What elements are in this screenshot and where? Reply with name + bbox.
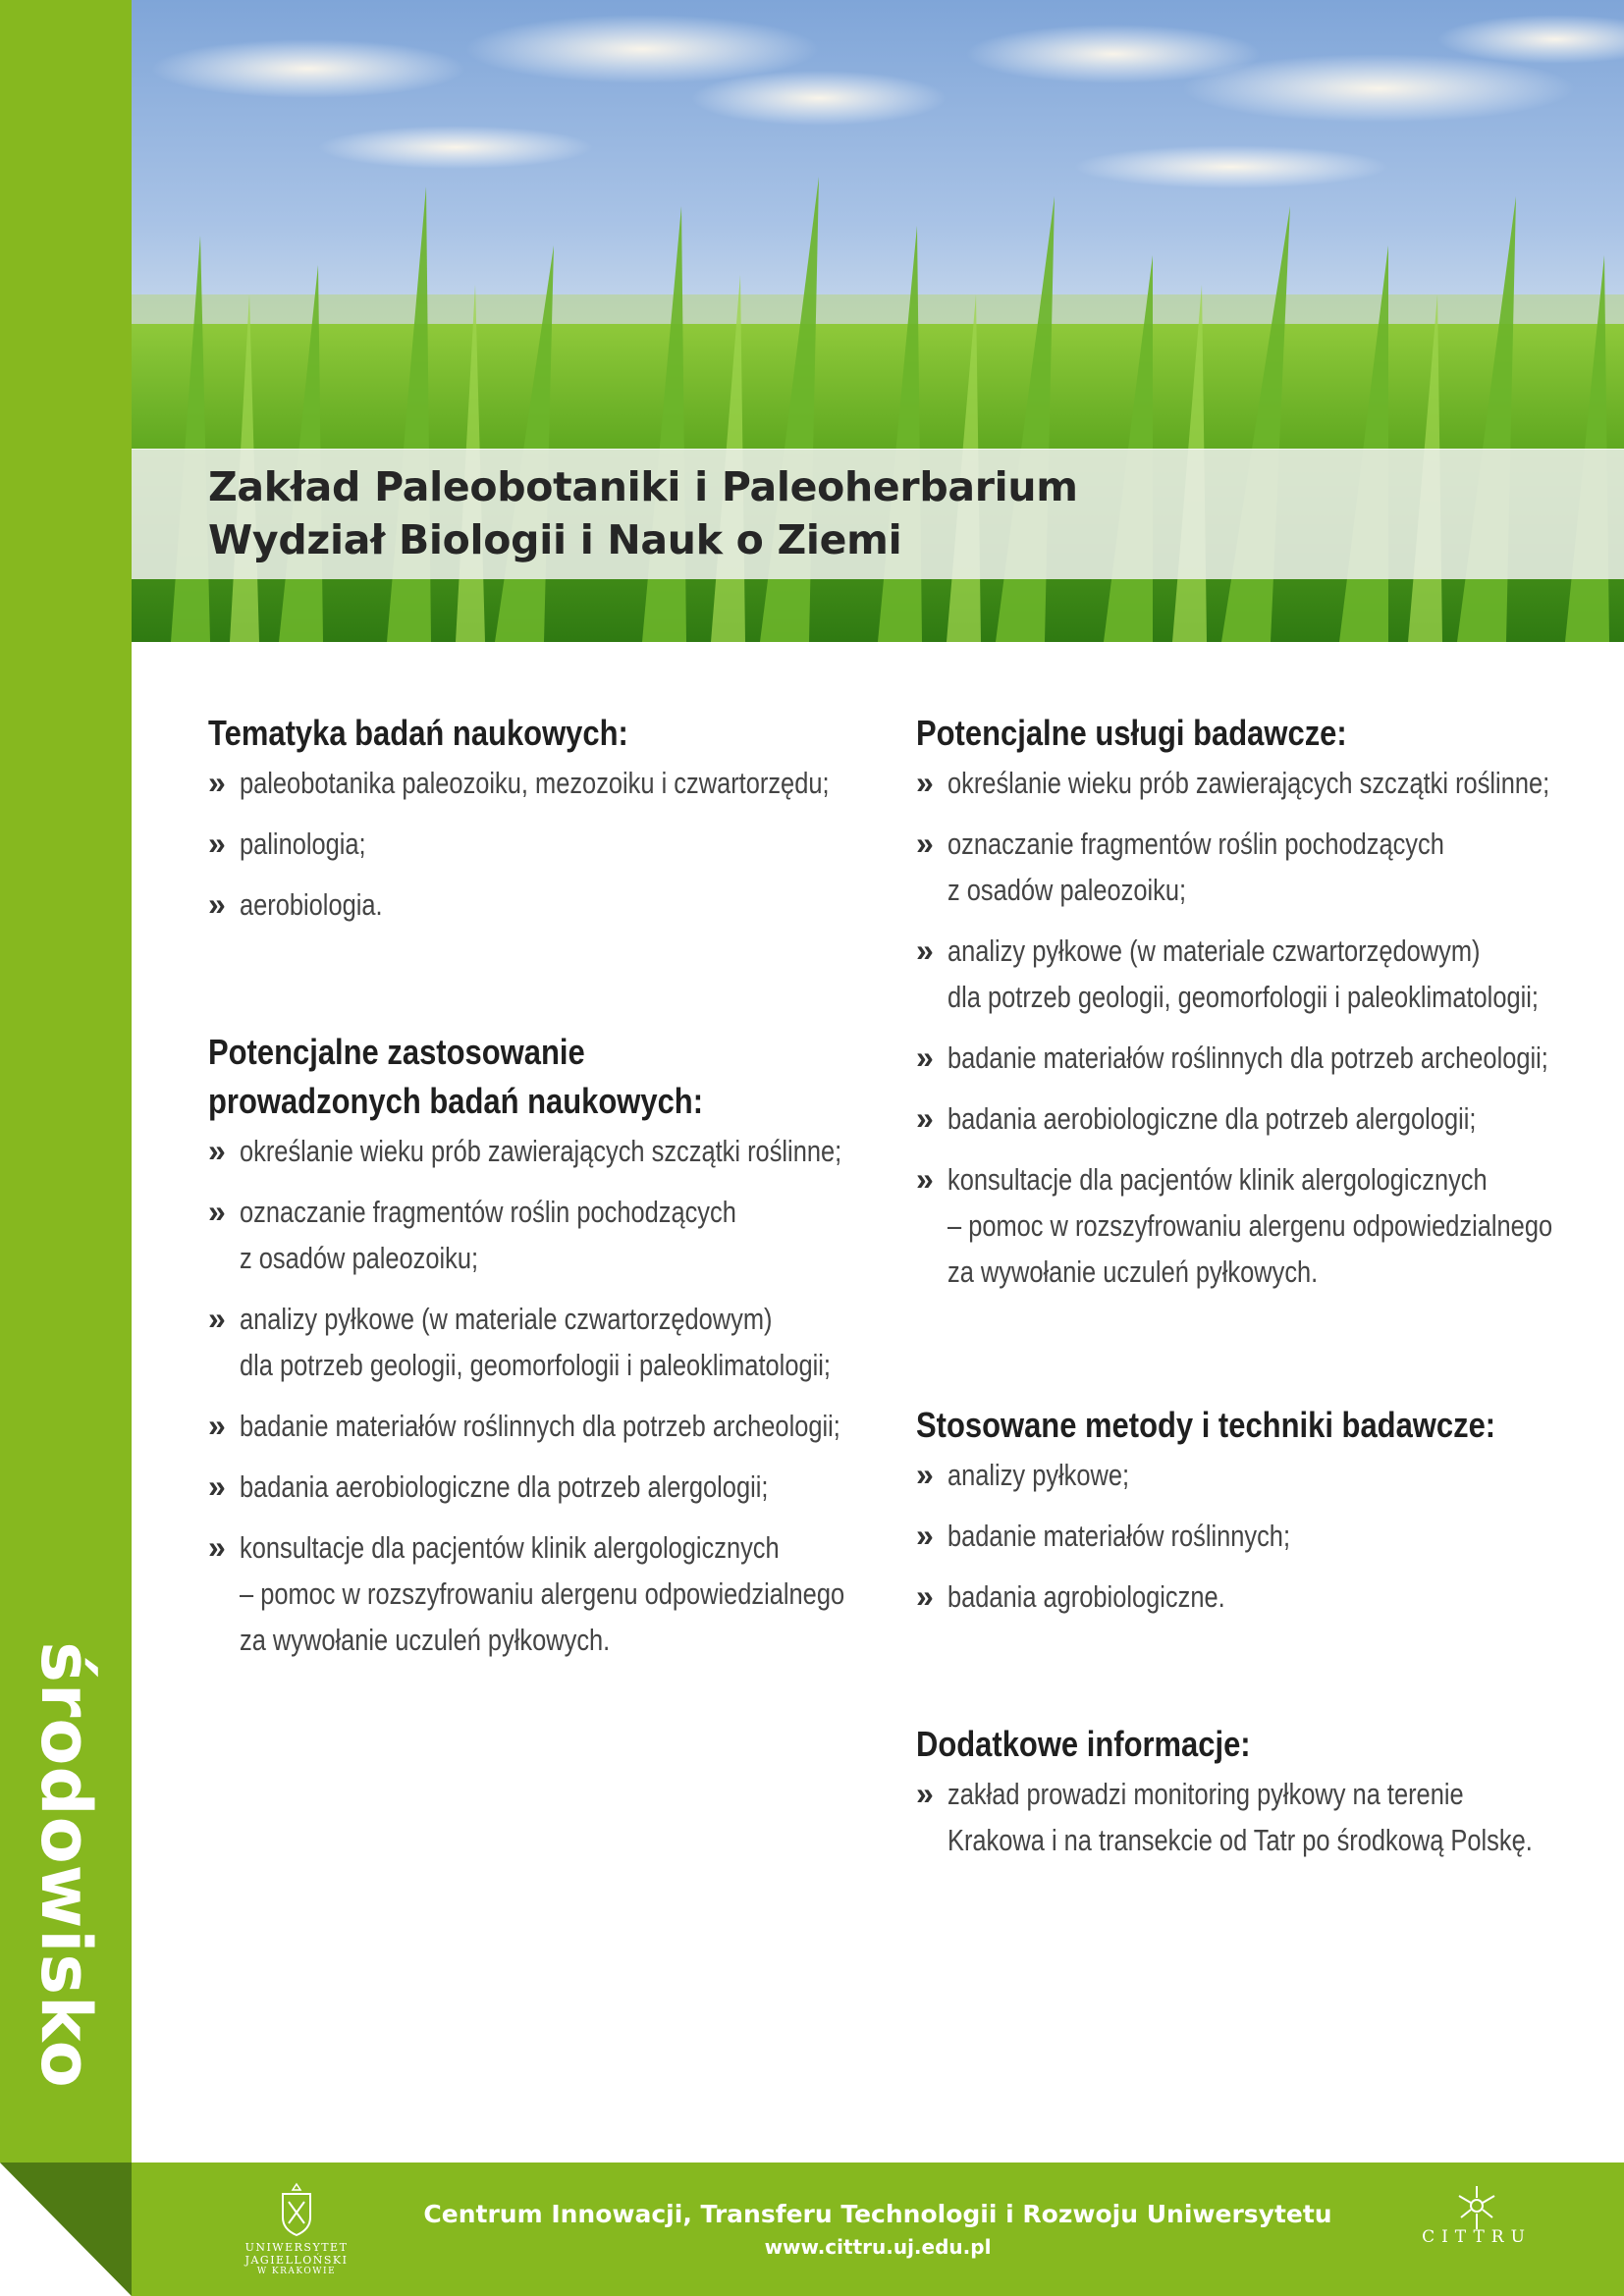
list-item: » badania agrobiologiczne. — [916, 1574, 1564, 1620]
methods-list — [916, 1452, 1564, 1620]
page-subtitle: Wydział Biologii i Nauk o Ziemi — [208, 516, 902, 563]
page-title: Zakład Paleobotaniki i Paleoherbarium — [208, 463, 1078, 510]
uj-logo-city: W KRAKOWIE — [256, 2267, 337, 2276]
list-item: » paleobotanika paleozoiku, mezozoiku i czwartorzędu; — [208, 760, 886, 806]
title-band — [132, 449, 1624, 579]
additional-info-list — [916, 1771, 1564, 1863]
list-item: » aerobiologia. — [208, 881, 886, 928]
uj-logo — [208, 2182, 385, 2280]
services-list — [916, 760, 1564, 1295]
category-label — [26, 1629, 106, 2101]
methods-section — [916, 1401, 1564, 1634]
category-label-text: środowisko — [26, 1641, 106, 2089]
section-heading — [208, 1028, 790, 1126]
list-item: » analizy pyłkowe (w materiale czwartorzędowym) dla potrzeb geologii, geomorfologii i paleoklimatologii; — [208, 1296, 886, 1388]
list-item: » badania aerobiologiczne dla potrzeb alergologii; — [916, 1095, 1564, 1142]
list-item: » określanie wieku prób zawierających szczątki roślinne; — [916, 760, 1564, 806]
list-item: » oznaczanie fragmentów roślin pochodzących z osadów paleozoiku; — [208, 1189, 886, 1281]
list-item: » badanie materiałów roślinnych dla potrzeb archeologii; — [916, 1035, 1564, 1081]
footer-url-link[interactable]: www.cittru.uj.edu.pl — [764, 2235, 992, 2259]
services-section — [916, 709, 1564, 1309]
section-heading-line: Potencjalne zastosowanie — [208, 1032, 585, 1072]
list-item: » określanie wieku prób zawierających szczątki roślinne; — [208, 1128, 886, 1174]
section-heading-line: prowadzonych badań naukowych: — [208, 1081, 704, 1121]
footer — [132, 2163, 1624, 2296]
list-item: » palinologia; — [208, 821, 886, 867]
list-item: » badanie materiałów roślinnych; — [916, 1513, 1564, 1559]
section-heading: Potencjalne usługi badawcze: — [916, 713, 1347, 753]
applications-list — [208, 1128, 886, 1663]
list-item: » analizy pyłkowe; — [916, 1452, 1564, 1498]
list-item: » konsultacje dla pacjentów klinik alergologicznych – pomoc w rozszyfrowaniu alergenu odpowiedzialnego za wywołanie uczuleń pyłkowych. — [916, 1156, 1564, 1295]
list-item: » konsultacje dla pacjentów klinik alergologicznych – pomoc w rozszyfrowaniu alergenu odpowiedzialnego za wywołanie uczuleń pyłkowych. — [208, 1524, 886, 1663]
list-item: » analizy pyłkowe (w materiale czwartorzędowym) dla potrzeb geologii, geomorfologii i paleoklimatologii; — [916, 928, 1564, 1020]
research-topics-list — [208, 760, 886, 928]
cittru-logo — [1398, 2184, 1555, 2282]
corner-decoration — [0, 2163, 132, 2296]
sidebar-band — [0, 0, 132, 2296]
list-item: » oznaczanie fragmentów roślin pochodzących z osadów paleozoiku; — [916, 821, 1564, 913]
list-item: » badanie materiałów roślinnych dla potrzeb archeologii; — [208, 1403, 886, 1449]
list-item: » badania aerobiologiczne dla potrzeb alergologii; — [208, 1464, 886, 1510]
uj-logo-name: UNIWERSYTET JAGIELLOŃSKI — [244, 2241, 349, 2267]
section-heading: Tematyka badań naukowych: — [208, 713, 628, 753]
list-item: » zakład prowadzi monitoring pyłkowy na terenie Krakowa i na transekcie od Tatr po środkową Polskę. — [916, 1771, 1564, 1863]
section-heading: Stosowane metody i techniki badawcze: — [916, 1405, 1496, 1445]
cittru-star-icon — [1453, 2184, 1500, 2231]
footer-org-name: Centrum Innowacji, Transferu Technologii i Rozwoju Uniwersytetu — [423, 2200, 1332, 2228]
cittru-logo-text: CITTRU — [1422, 2227, 1532, 2247]
section-heading: Dodatkowe informacje: — [916, 1724, 1251, 1764]
research-topics-section — [208, 709, 886, 942]
additional-info-section — [916, 1720, 1564, 1878]
applications-section — [208, 1028, 886, 1678]
